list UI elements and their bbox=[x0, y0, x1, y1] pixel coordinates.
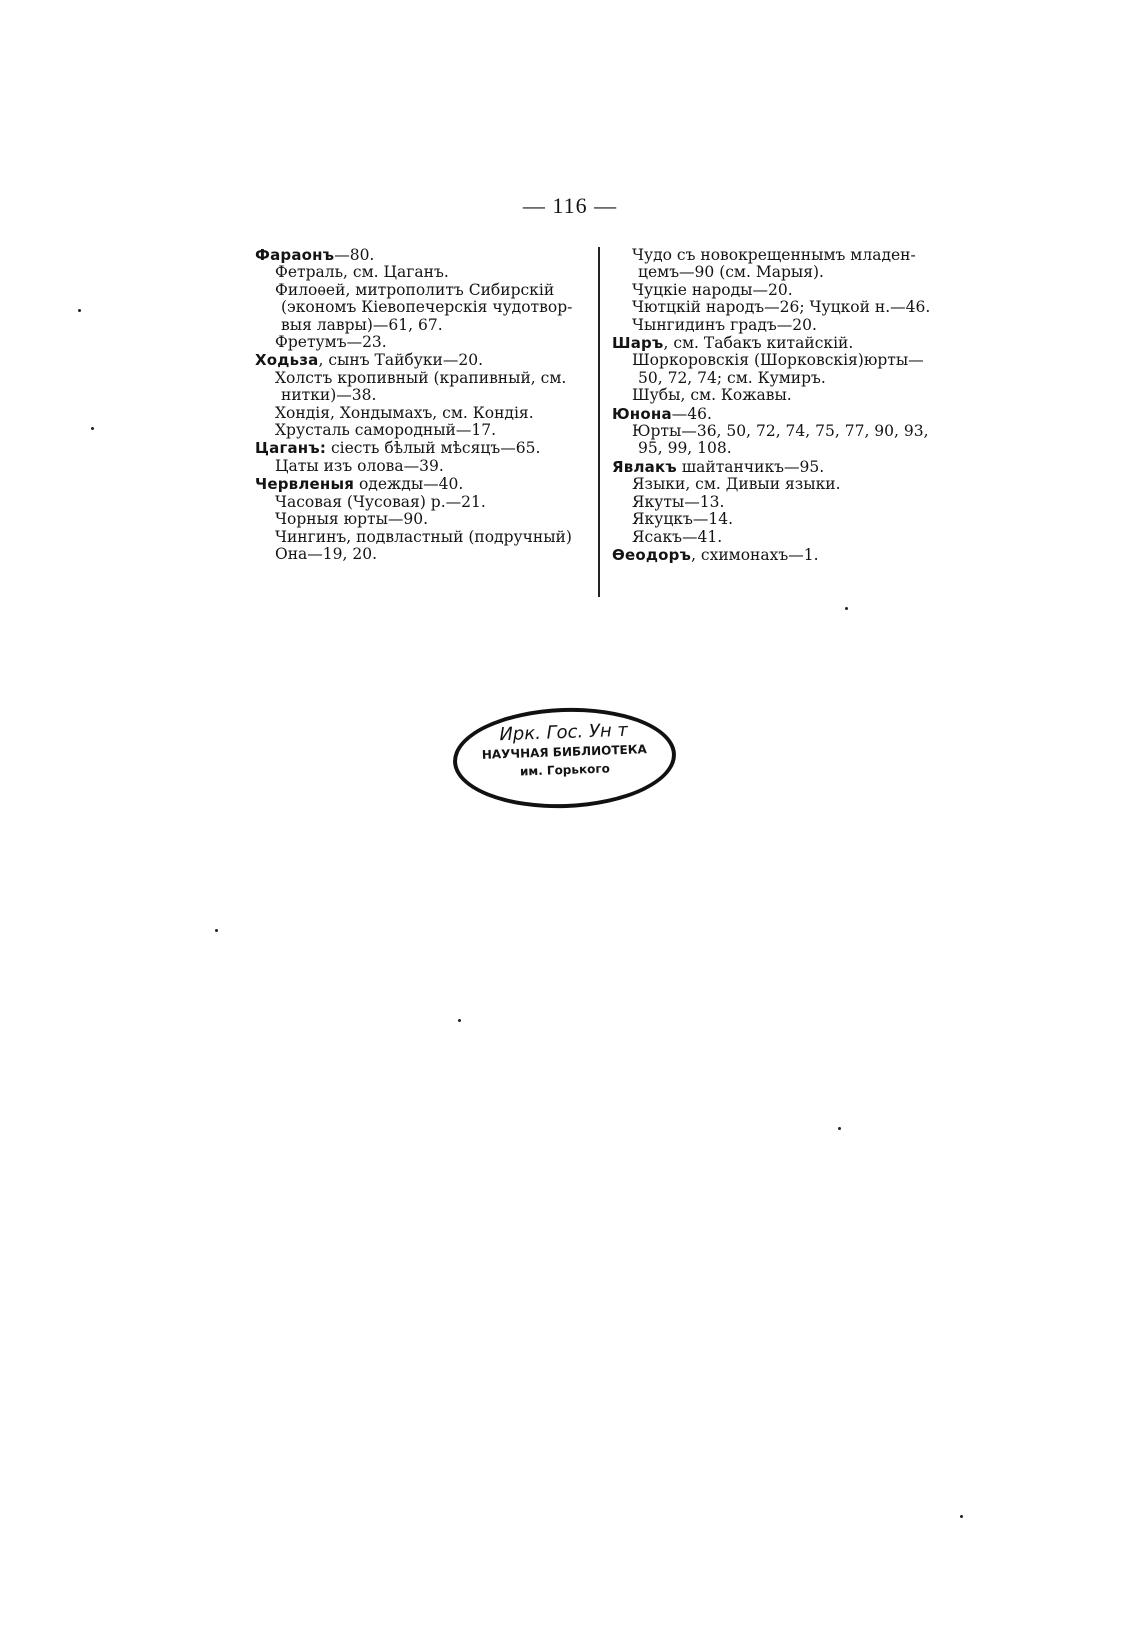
headword-reference: одежды—40. bbox=[354, 475, 464, 494]
scan-speck bbox=[960, 1515, 963, 1518]
headword: Юнона bbox=[612, 404, 672, 423]
index-headword-line bbox=[612, 459, 957, 476]
column-divider bbox=[598, 247, 600, 597]
stamp-line-1: Ирк. Гос. Ун т bbox=[498, 719, 629, 745]
headword: Ходьза bbox=[255, 351, 319, 370]
index-headword-line bbox=[612, 335, 957, 352]
headword: Явлакъ bbox=[612, 457, 677, 476]
index-entry bbox=[612, 247, 957, 334]
index-headword-line bbox=[255, 352, 590, 369]
index-entry bbox=[612, 459, 957, 546]
index-subentry: Шубы, см. Кожавы. bbox=[632, 386, 792, 405]
index-subentry: (экономъ Кіевопечерскія чудотвор- bbox=[281, 298, 573, 317]
index-subentry: Языки, см. Дивыи языки. bbox=[632, 475, 841, 494]
headword-reference: , схимонахъ—1. bbox=[691, 545, 819, 564]
scan-speck bbox=[91, 427, 94, 430]
index-subentry: Она—19, 20. bbox=[275, 544, 378, 563]
index-subentry: Чынгидинъ градъ—20. bbox=[632, 315, 817, 334]
index-entry bbox=[255, 352, 590, 439]
scan-speck bbox=[458, 1019, 461, 1022]
index-subentry: 50, 72, 74; см. Кумиръ. bbox=[638, 368, 826, 387]
index-subentry: 95, 99, 108. bbox=[638, 439, 732, 458]
headword: Шаръ bbox=[612, 334, 664, 353]
scan-speck bbox=[845, 607, 848, 610]
index-subentry: выя лавры)—61, 67. bbox=[281, 315, 443, 334]
headword: Ѳеодоръ bbox=[612, 545, 692, 564]
index-subentry: Филоѳей, митрополитъ Сибирскій bbox=[275, 280, 555, 299]
index-subentry: Чингинъ, подвластный (подручный) bbox=[275, 527, 572, 546]
index-column-left bbox=[255, 247, 590, 564]
index-headword-line bbox=[255, 440, 590, 457]
index-subentry: Фетраль, см. Цаганъ. bbox=[275, 263, 449, 282]
index-entry bbox=[612, 406, 957, 458]
scan-speck bbox=[78, 309, 81, 312]
headword-reference: , см. Табакъ китайскій. bbox=[663, 334, 854, 353]
headword-reference: шайтанчикъ—95. bbox=[676, 457, 825, 476]
headword-reference: —46. bbox=[671, 404, 712, 423]
index-headword-line bbox=[612, 547, 957, 564]
index-column-right bbox=[612, 247, 957, 565]
scan-speck bbox=[838, 1127, 841, 1130]
index-subentry: цемъ—90 (см. Марыя). bbox=[638, 263, 824, 282]
scan-speck bbox=[215, 929, 218, 932]
index-subentry: Хрусталь самородный—17. bbox=[275, 421, 497, 440]
index-entry bbox=[255, 440, 590, 475]
headword-reference: —80. bbox=[334, 246, 375, 264]
index-subentry: Часовая (Чусовая) р.—21. bbox=[275, 492, 486, 511]
headword: Цаганъ: bbox=[255, 439, 327, 458]
page-number: — 116 — bbox=[522, 193, 618, 218]
headword: Червленыя bbox=[255, 475, 355, 494]
index-subentry: Фретумъ—23. bbox=[275, 333, 387, 352]
stamp-line-2: НАУЧНАЯ БИБЛИОТЕКА bbox=[481, 741, 647, 762]
index-subentry: Чютцкій народъ—26; Чуцкой н.—46. bbox=[632, 298, 931, 317]
headword: Фараонъ bbox=[255, 246, 335, 264]
stamp-line-3: им. Горького bbox=[519, 760, 611, 779]
index-headword-line bbox=[255, 476, 590, 493]
index-entry bbox=[255, 476, 590, 563]
index-subentry: Холстъ кропивный (крапивный, см. bbox=[275, 368, 567, 387]
index-subentry: Чудо съ новокрещеннымъ младен- bbox=[632, 246, 916, 264]
index-entry bbox=[612, 335, 957, 405]
index-subentry: Якуты—13. bbox=[632, 492, 725, 511]
index-entry bbox=[255, 247, 590, 351]
index-subentry: Ясакъ—41. bbox=[632, 527, 723, 546]
headword-reference: , сынъ Тайбуки—20. bbox=[318, 351, 484, 370]
index-subentry: Якуцкъ—14. bbox=[632, 510, 733, 529]
index-subentry: Чорныя юрты—90. bbox=[275, 510, 429, 529]
index-subentry: Цаты изъ олова—39. bbox=[275, 456, 444, 475]
index-headword-line bbox=[612, 406, 957, 423]
index-entry bbox=[612, 547, 957, 564]
index-subentry: Хондія, Хондымахъ, см. Кондія. bbox=[275, 403, 534, 422]
headword-reference: сіесть бѣлый мѣсяцъ—65. bbox=[326, 439, 541, 458]
index-subentry: Чуцкіе народы—20. bbox=[632, 280, 793, 299]
index-subentry: нитки)—38. bbox=[281, 386, 377, 405]
index-subentry: Шоркоровскія (Шорковскія)юрты— bbox=[632, 351, 924, 370]
index-subentry: Юрты—36, 50, 72, 74, 75, 77, 90, 93, bbox=[632, 422, 929, 441]
index-headword-line bbox=[255, 247, 590, 264]
library-stamp bbox=[451, 704, 677, 812]
